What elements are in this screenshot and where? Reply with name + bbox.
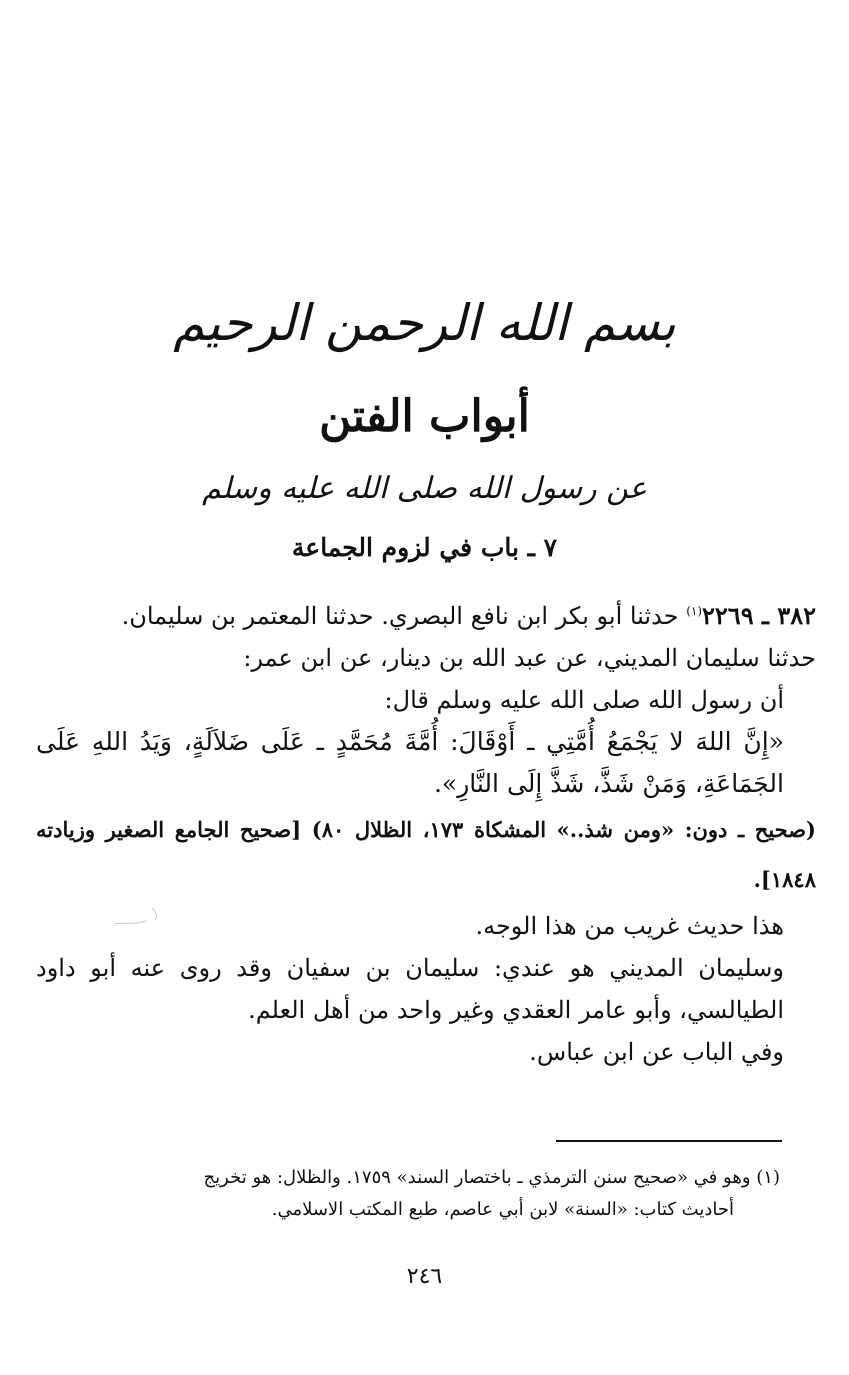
comment-3: وفي الباب عن ابن عباس. (529, 1038, 784, 1066)
footnote-text-1: وهو في «صحيح سنن الترمذي ـ باختصار السند» ١٧٥٩. والظلال: هو تخريج (203, 1167, 751, 1188)
footnote-reference: (١) (686, 604, 703, 618)
footnote-text-2: أحاديث كتاب: «السنة» لابن أبي عاصم، طبع المكتب الاسلامي. (271, 1199, 734, 1220)
chapter-subtitle: عن رسول الله صلى الله عليه وسلم (202, 471, 647, 506)
comment-2: وسليمان المديني هو عندي: سليمان بن سفيان وقد روى عنه أبو داود الطيالسي، وأبو عامر العقدي وغير واحد من أهل العلم. (36, 954, 784, 1024)
footnote-line-1 (36, 1162, 780, 1194)
footnote-divider (556, 1140, 782, 1142)
page-number: ٢٤٦ (406, 1264, 443, 1289)
basmala-calligraphy: بسم الله الرحمن الرحيم (173, 294, 676, 352)
section-heading: ٧ ـ باب في لزوم الجماعة (291, 533, 558, 562)
hadith-body (36, 590, 816, 1073)
hadith-isnad-line-1 (36, 590, 816, 637)
chapter-title: أبواب الفتن (319, 391, 530, 442)
isnad-text-1: حدثنا أبو بكر ابن نافع البصري. حدثنا المعتمر بن سليمان. (121, 602, 679, 630)
scan-smudge (112, 902, 166, 928)
hadith-matn: «إِنَّ اللهَ لا يَجْمَعُ أُمَّتِي ـ أَوْقَالَ: أُمَّةَ مُحَمَّدٍ ـ عَلَى ضَلاَلَةٍ، وَيَدُ اللهِ عَلَى الجَمَاعَةِ، وَمَنْ شَذَّ، شَذَّ إِلَى النَّارِ». (36, 727, 784, 798)
footnote-marker: (١) (756, 1167, 780, 1188)
comment-1: هذا حديث غريب من هذا الوجه. (475, 912, 784, 940)
isnad-text-2: حدثنا سليمان المديني، عن عبد الله بن دينار، عن ابن عمر: (243, 644, 816, 672)
hadith-intro: أن رسول الله صلى الله عليه وسلم قال: (384, 686, 784, 714)
hadith-grading: (صحيح ـ دون: «ومن شذ..» المشكاة ١٧٣، الظلال ٨٠) [صحيح الجامع الصغير وزيادته ١٨٤٨]. (36, 817, 816, 892)
footnote (36, 1162, 780, 1226)
hadith-number: ٣٨٢ ـ ٢٢٦٩ (702, 601, 816, 630)
